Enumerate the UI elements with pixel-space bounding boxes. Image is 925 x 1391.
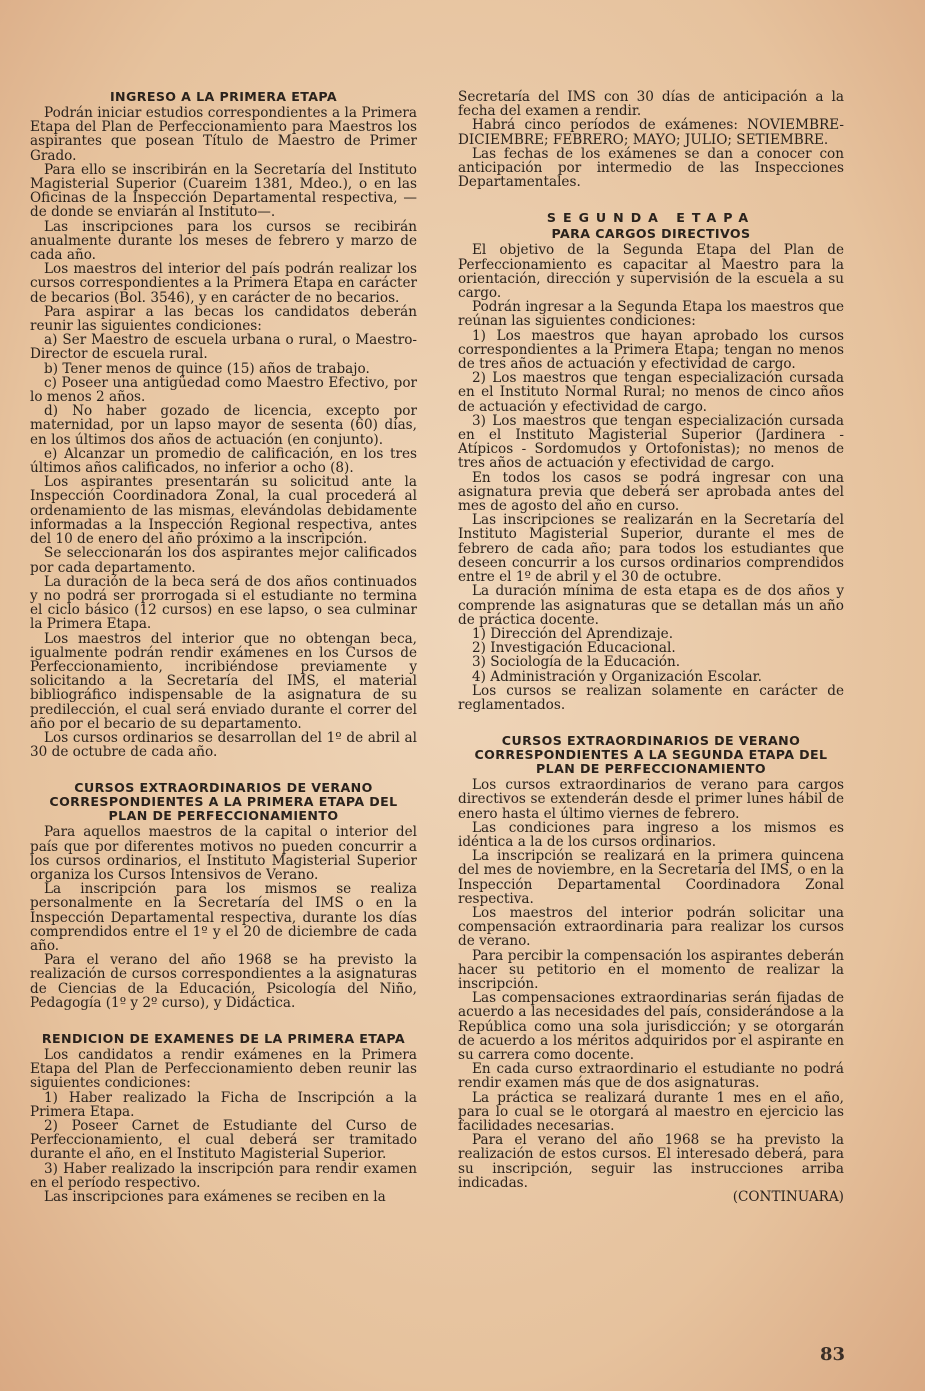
list-item: d) No haber gozado de licencia, excepto por maternidad, por un lapso mayor de sesenta (60) días, en los últimos dos años de actuación (en conjunto). <box>30 403 417 448</box>
paragraph: La inscripción para los mismos se realiza personalmente en la Secretaría del IMS o en la Inspección Departamental respectiva, durante los días comprendidos entre el 1º y el 20 de diciembre de cada año. <box>30 881 417 954</box>
left-column <box>30 90 417 1204</box>
paragraph: El objetivo de la Segunda Etapa del Plan de Perfeccionamiento es capacitar al Maestro para la orientación, dirección y supervisión de la escuela a su cargo. <box>458 242 844 302</box>
paragraph: Las inscripciones para los cursos se recibirán anualmente durante los meses de febrero y marzo de cada año. <box>30 218 417 264</box>
paragraph: Para ello se inscribirán en la Secretaría del Instituto Magisterial Superior (Cuareim 1381, Mdeo.), o en las Oficinas de la Inspección Departamental respectiva, —de donde se enviarán al Instituto—. <box>30 161 417 221</box>
heading-cursos-verano-segunda-etapa: CURSOS EXTRAORDINARIOS DE VERANO CORRESPONDIENTES A LA SEGUNDA ETAPA DEL PLAN DE PERFECCIONAMIENTO <box>474 733 828 777</box>
list-item: e) Alcanzar un promedio de calificación, en los tres últimos años calificados, no inferior a ocho (8). <box>30 445 417 477</box>
paragraph: La duración mínima de esta etapa es de dos años y comprende las asignaturas que se detallan más un año de práctica docente. <box>458 583 844 628</box>
paragraph: Los cursos se realizan solamente en carácter de reglamentados. <box>458 682 844 713</box>
paragraph: Los aspirantes presentarán su solicitud ante la Inspección Coordinadora Zonal, la cual procederá al ordenamiento de las mismas, elevándolas debidamente informadas a la Inspección Regional respectiva, antes del 10 de enero del año próximo a la inscripción. <box>30 474 417 548</box>
paragraph: Para aspirar a las becas los candidatos deberán reunir las siguientes condiciones: <box>30 303 417 335</box>
list-item: 2) Poseer Carnet de Estudiante del Curso de Perfeccionamiento, el cual deberá ser tramitado durante el año, en el Instituto Magisterial Superior. <box>30 1118 417 1163</box>
paragraph: La duración de la beca será de dos años continuados y no podrá ser prorrogada si el estudiante no termina el ciclo básico (12 cursos) en ese lapso, o sea culminar la Primera Etapa. <box>30 573 417 633</box>
paragraph: Las fechas de los exámenes se dan a conocer con anticipación por intermedio de las Inspecciones Departamentales. <box>458 145 844 191</box>
paragraph: Las inscripciones para exámenes se reciben en la <box>44 1189 386 1206</box>
paragraph: Los maestros del interior que no obtengan beca, igualmente podrán rendir exámenes en los Cursos de Perfeccionamiento, incribiéndose previamente y solicitando a la Secretaría del IMS, el material bibliográfico indispensable de la asignatura de su predilección, el cual será enviado durante el correr del año por el becario de su departamento. <box>30 630 417 732</box>
list-item: 2) Investigación Educacional. <box>472 640 676 657</box>
list-item: 4) Administración y Organización Escolar. <box>472 668 762 685</box>
list-item: 3) Haber realizado la inscripción para rendir examen en el período respectivo. <box>30 1160 417 1191</box>
list-item: 3) Sociología de la Educación. <box>472 654 681 671</box>
paragraph: Podrán ingresar a la Segunda Etapa los maestros que reúnan las siguientes condiciones: <box>458 299 844 330</box>
paragraph: Los maestros del interior del país podrán realizar los cursos correspondientes a la Primera Etapa en carácter de becarios (Bol. 3546), y en carácter de no becarios. <box>30 261 417 306</box>
paragraph: Habrá cinco períodos de exámenes: NOVIEMBRE-DICIEMBRE; FEBRERO; MAYO; JULIO; SETIEMBRE. <box>458 117 844 148</box>
paragraph: La práctica se realizará durante 1 mes en el año, para lo cual se le otorgará al maestro en ejercicio las facilidades necesarias. <box>458 1089 844 1134</box>
paragraph: Las compensaciones extraordinarias serán fijadas de acuerdo a las necesidades del país, considerándose a la República como una sola jurisdicción; y se otorgarán de acuerdo a los méritos adquiridos por el aspirante en su carrera como docente. <box>458 990 844 1063</box>
list-item: 3) Los maestros que tengan especialización cursada en el Instituto Magisterial Superior (Jardinera - Atípicos - Sordomudos y Ortofonistas); no menos de tres años de actuación y efectividad de cargo. <box>458 412 844 472</box>
heading-segunda-etapa: SEGUNDA ETAPA <box>546 210 756 226</box>
paragraph: Las condiciones para ingreso a los mismos es idéntica a la de los cursos ordinarios. <box>458 819 844 850</box>
list-item: a) Ser Maestro de escuela urbana o rural, o Maestro-Director de escuela rural. <box>30 332 417 363</box>
heading-cursos-verano-primera-etapa: CURSOS EXTRAORDINARIOS DE VERANO CORRESPONDIENTES A LA PRIMERA ETAPA DEL PLAN DE PERFECCIONAMIENTO <box>49 780 398 824</box>
list-item: c) Poseer una antigüedad como Maestro Efectivo, por lo menos 2 años. <box>30 374 417 406</box>
list-item: 2) Los maestros que tengan especialización cursada en el Instituto Normal Rural; no menos de cinco años de actuación y efectividad de cargo. <box>458 370 844 415</box>
paragraph: Para percibir la compensación los aspirantes deberán hacer su petitorio en el momento de realizar la inscripción. <box>458 947 844 992</box>
paragraph: Podrán iniciar estudios correspondientes a la Primera Etapa del Plan de Perfeccionamiento para Maestros los aspirantes que posean Título de Maestro de Primer Grado. <box>30 105 417 164</box>
heading-rendicion-examenes: RENDICION DE EXAMENES DE LA PRIMERA ETAPA <box>41 1030 406 1046</box>
paragraph: Para el verano del año 1968 se ha previsto la realización de cursos correspondientes a la asignaturas de Ciencias de la Educación, Psicología del Niño, Pedagogía (1º y 2º curso), y Didáctica. <box>30 952 417 1011</box>
page-number: 83 <box>819 1344 845 1365</box>
list-item: 1) Haber realizado la Ficha de Inscripción a la Primera Etapa. <box>30 1089 417 1120</box>
paragraph: Para el verano del año 1968 se ha previsto la realización de estos cursos. El interesado deberá, para su inscripción, seguir las instrucciones arriba indicadas. <box>458 1132 844 1191</box>
paragraph: Los maestros del interior podrán solicitar una compensación extraordinaria para realizar los cursos de verano. <box>458 904 844 950</box>
paragraph: Los candidatos a rendir exámenes en la Primera Etapa del Plan de Perfeccionamiento deben reunir las siguientes condiciones: <box>30 1046 417 1092</box>
paragraph: La inscripción se realizará en la primera quincena del mes de noviembre, en la Secretaría del IMS, o en la Inspección Departamental Coordinadora Zonal respectiva. <box>458 848 844 907</box>
list-item: 1) Los maestros que hayan aprobado los cursos correspondientes a la Primera Etapa; tengan no menos de tres años de actuación y efectividad de cargo. <box>458 327 844 373</box>
list-item: 1) Dirección del Aprendizaje. <box>472 625 674 642</box>
paragraph: Los cursos ordinarios se desarrollan del 1º de abril al 30 de octubre de cada año. <box>30 729 417 761</box>
list-item: b) Tener menos de quince (15) años de trabajo. <box>44 360 370 377</box>
paragraph: Para aquellos maestros de la capital o interior del país que por diferentes motivos no pueden concurrir a los cursos ordinarios, el Instituto Magisterial Superior organiza los Cursos Intensivos de Verano. <box>30 824 417 883</box>
paragraph: Secretaría del IMS con 30 días de anticipación a la fecha del examen a rendir. <box>458 89 844 120</box>
paragraph: En cada curso extraordinario el estudiante no podrá rendir examen más que de dos asignaturas. <box>458 1061 844 1092</box>
paragraph: En todos los casos se podrá ingresar con una asignatura previa que deberá ser aprobada antes del mes de agosto del año en curso. <box>458 469 844 515</box>
heading-ingreso-primera-etapa: INGRESO A LA PRIMERA ETAPA <box>109 89 338 104</box>
heading-cargos-directivos: PARA CARGOS DIRECTIVOS <box>551 226 751 242</box>
paragraph: Los cursos extraordinarios de verano para cargos directivos se extenderán desde el primer lunes hábil de enero hasta el último viernes de febrero. <box>458 777 844 822</box>
continuara-note: (CONTINUARA) <box>732 1189 844 1206</box>
paragraph: Se seleccionarán los dos aspirantes mejor calificados por cada departamento. <box>30 545 417 576</box>
right-column <box>458 90 844 1204</box>
paragraph: Las inscripciones se realizarán en la Secretaría del Instituto Magisterial Superior, durante el mes de febrero de cada año; para todos los estudiantes que deseen concurrir a los cursos ordinarios comprendidos entre el 1º de abril y el 30 de octubre. <box>458 512 844 586</box>
